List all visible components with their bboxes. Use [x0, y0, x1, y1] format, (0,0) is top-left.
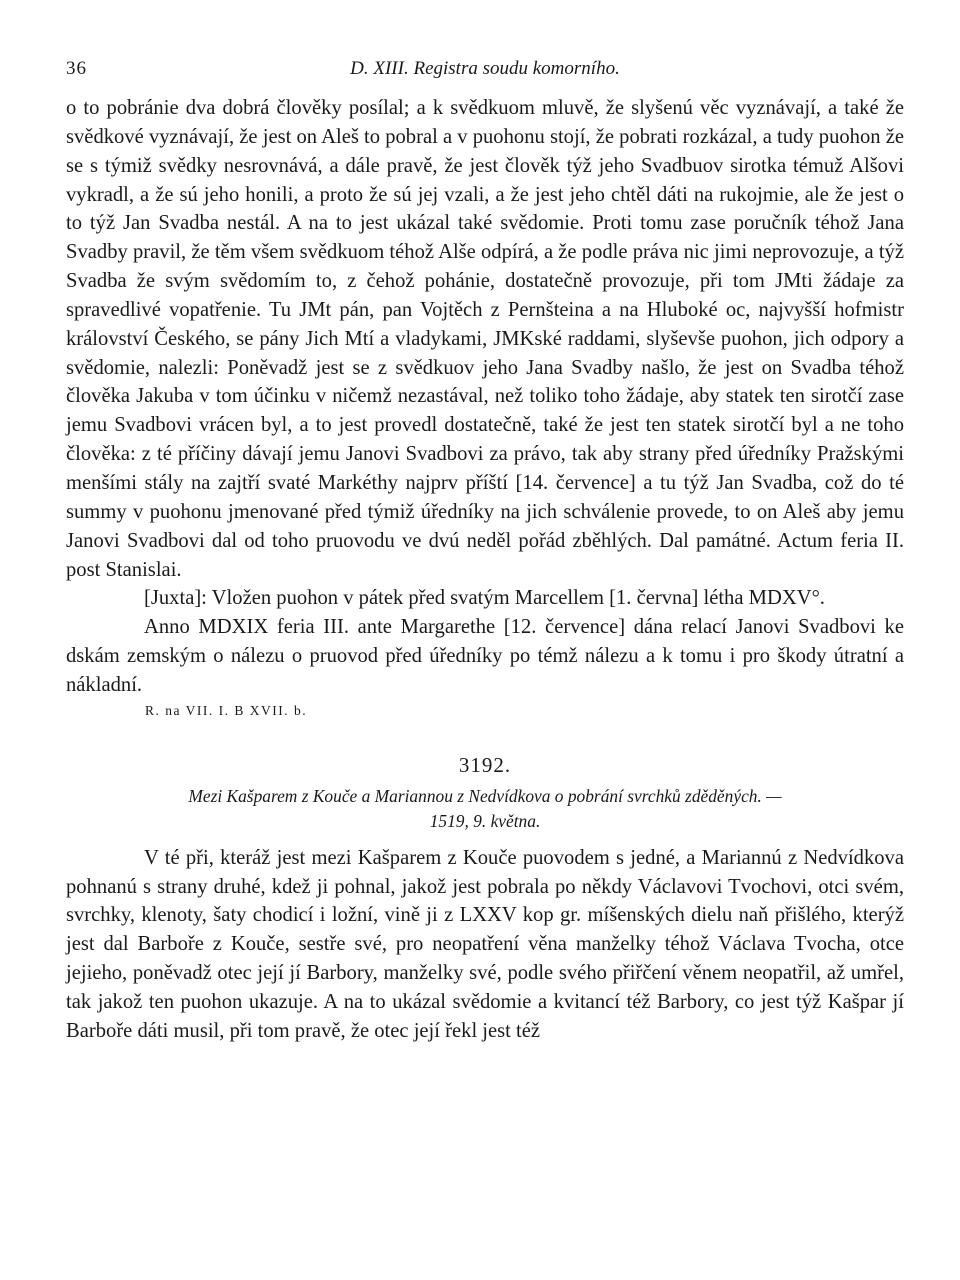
document-number: 3192. — [458, 752, 512, 777]
archive-reference: R. na VII. I. B XVII. b. — [145, 702, 308, 718]
page-number: 36 — [66, 58, 87, 79]
page-header — [66, 58, 904, 94]
running-title: D. XIII. Registra soudu komorního. — [350, 58, 620, 79]
document-title-line1: Mezi Kašparem z Kouče a Mariannou z Nedvídkova o pobrání svrchků zděděných. — — [188, 785, 782, 806]
paragraph-juxta: [Juxta]: Vložen puohon v pátek před svatým Marcellem [1. června] létha MDXV°. — [144, 587, 825, 610]
document-body: V té při, kteráž jest mezi Kašparem z Kouče puovodem s jedné, a Mariannú z Nedvídkova pohnanú s strany druhé, kdež ji pohnal, jakož jest pobrala po někdy Václavovi Tvochovi, otci svém, svrchky, klenoty, šaty chodicí i ložní, vině ji z LXXV kop gr. míšenských dielu naň přišlého, kterýž jest dal Barboře z Kouče, sestře své, pro neopatření věna manželky téhož Václava Tvocha, otce jejieho, poněvadž otec její jí Barbory, manželky své, podle svého přiřčení věnem neopatřil, až umřel, tak jakož ten puohon ukazuje. A na to ukázal svědomie a kvitancí též Barbory, co jest týž Kašpar jí Barboře dáti musil, při tom pravě, že otec její řekl jest též — [66, 846, 904, 1042]
document-title — [66, 784, 904, 834]
spacer — [66, 834, 904, 844]
paragraph-relation: Anno MDXIX feria III. ante Margarethe [12. července] dána relací Janovi Svadbovi ke dskám zemským o nálezu o pruovod před úředníky po témž nálezu a k tomu i pro škody útratní a nákladní. — [66, 616, 904, 696]
paragraph-continued: o to pobránie dva dobrá člověky posílal; a k svědkuom mluvě, že slyšenú věc vyznávají, a také že svědkové vyznávají, že jest on Aleš to pobral a v puohonu stojí, že pobrati rozkázal, a tudy puohon že se s týmiž svědky nesrovnává, a dále pravě, že jest člověk týž jeho Svadbuov sirotka témuž Alšovi vykradl, a že sú jeho honili, a proto že sú jej vzali, a že jest jeho chtěl dáti na rukojmie, ale že jest o to týž Jan Svadba nestál. A na to jest ukázal také svědomie. Proti tomu zase poručník téhož Jana Svadby pravil, že těm všem svědkuom téhož Alše odpírá, a že podle práva nic jimi neprovozuje, a týž Svadba že svým svědomím to, z čehož pohánie, dostatečně provozuje, při tom JMti žádaje za spravedlivé vopatřenie. Tu JMt pán, pan Vojtěch z Pernšteina a na Hluboké oc, najvyšší hofmistr království Českého, se pány Jich Mtí a vladykami, JMKské raddami, slyševše puohon, jich odpory a svědomie, nalezli: Poněvadž jest se z svědkuov jeho Jana Svadby našlo, že jest on Svadba téhož člověka Jakuba v tom účinku v ničemž nezastával, než toliko toho žádaje, aby statek ten sirotčí zase jemu Svadbovi vrácen byl, a to jest provedl dostatečně, také že jest ten statek sirotčí byl a ne toho člověka: z té příčiny dávají jemu Janovi Svadbovi za právo, tak aby strany před úředníky Pražskými menšími stály na zajtří svaté Markéthy najprv příští [14. července] a tu týž Jan Svadba, což do té summy v puohonu jmenované před týmiž úředníky na jich schválenie provede, to on Aleš aby jemu Janovi Svadbovi dal od toho pruovodu ve dvú neděl pořád zběhlých. Dal památné. Actum feria II. post Stanislai. — [66, 97, 904, 581]
document-date: 1519, 9. května. — [429, 810, 541, 831]
